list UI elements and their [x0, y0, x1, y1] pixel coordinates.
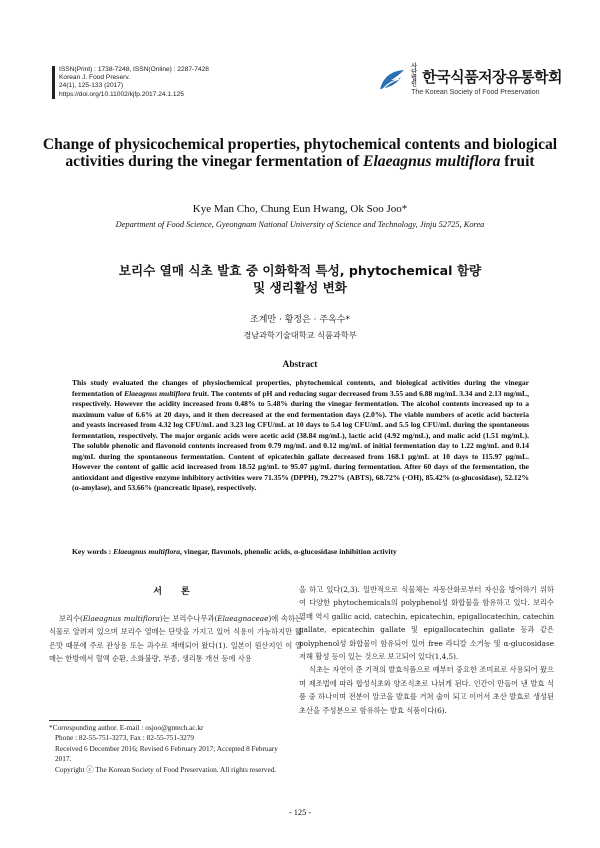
footnote-divider — [49, 720, 141, 721]
abstract-body — [72, 378, 529, 494]
intro-paragraph-vinegar: 식초는 자연이 준 기적의 발효식품으로 예부터 중요한 조미료로 사용되어 왔으며 제조법에 따라 합성식초와 양조식초로 나뉘게 된다. 인간이 만들어 낸 발효 식품 중 하나이며 전분이 알코올 발효를 거쳐 술이 되고 이어서 초산 발효로 생성된 초산을 주성분으로 함유하는 발효 식품이다(6). — [299, 665, 554, 715]
intro-text: )는 보리수나무과( — [159, 614, 218, 623]
abstract-text-2: fruit. The contents of pH and reducing sugar decreased from 3.55 and 6.88 mg/mL 3.34 and 2.13 mg/mL, respectively. However the acidity increased from 0.48% to 5.48% during the vinegar fermentation. The alcohol contents increased up to a maximum value of 6.6% at 20 days, and it then decreased at the end fermentation days (2.0%). The viable numbers of acetic acid bacteria and yeasts increased from 4.32 log CFU/mL and 3.23 log CFU/mL at 10 days to 5.4 log CFU/mL and 5.5 log CFU/mL during the spontaneous fermentation, respectively. The major organic acids were acetic acid (38.84 mg/mL), lactic acid (4.92 mg/mL), and malic acid (1.51 mg/mL). The soluble phenolic and flavonoid contents increased from 0.79 mg/mL and 0.12 mg/mL of initial fermentation day to 1.22 mg/mL and 0.14 mg/mL during the spontaneous fermentation. Content of epicatechin gallate decreased from 168.1 μg/mL at 10 days to 115.97 μg/mL. However the content of gallic acid increased from 18.52 μg/mL to 95.07 μg/mL during fermentation. After 60 days of the fermentation, the antioxidant and digestive enzyme inhibitory activities were 71.35% (DPPH), 79.27% (ABTS), 68.72% (·OH), 85.42% (α-glucosidase), 52.12% (α-amylase), and 53.66% (pancreatic lipase), respectively. — [72, 388, 529, 493]
copyright-notice: Copyright ⓒ The Korean Society of Food Preservation. All rights reserved. — [55, 764, 277, 774]
title-species: Elaeagnus multiflora — [363, 153, 501, 170]
intro-paragraph-cont: 을 하고 있다(2,3). 일반적으로 식물체는 자동산화로부터 자신을 방어하기 위하여 다양한 phytochemicals의 polyphenol성 화합물을 함유하고 있다. 보리수 열매 역시 gallic acid, catechin, epicatechin, epigallocatechin, catechin gallate, epicatechin gallate 및 epigallocatechin gallate 등과 같은 polyphenol성 화합물이 함유되어 있어 free 라디칼 소거능 및 α-glucosidase 저해 활성 등이 있는 것으로 보고되어 있다(1,4,5). — [299, 585, 554, 662]
intro-left-column — [49, 590, 302, 666]
korean-author-list: 조계만 · 황정은 · 주옥수* — [250, 315, 350, 325]
korean-title-line2: 및 생리활성 변화 — [253, 280, 347, 295]
author-list: Kye Man Cho, Chung Eun Hwang, Ok Soo Joo* — [192, 203, 408, 215]
keywords-list: , vinegar, flavonols, phenolic acids, α-glucosidase inhibition activity — [180, 547, 397, 556]
society-header — [377, 64, 562, 96]
intro-species: Elaeagnus multiflora — [82, 614, 160, 623]
abstract-species: Elaeagnus multiflora — [124, 388, 191, 398]
journal-meta — [52, 66, 209, 99]
society-name-kr: 한국식품저장유통학회 — [422, 68, 562, 86]
society-name-en: The Korean Society of Food Preservation — [411, 89, 540, 96]
paper-title — [40, 136, 560, 170]
society-prefix: 사단법인 — [411, 64, 417, 88]
journal-volume: 24(1), 125-133 (2017) — [59, 82, 124, 90]
abstract-text-1: This study evaluated the changes of physiochemical properties, phytochemical contents, and biological activities during the vinegar fermentation of — [72, 378, 529, 398]
intro-family: Elaeagnaceae — [217, 614, 269, 623]
keywords — [72, 547, 532, 556]
intro-paragraph — [49, 612, 302, 666]
author-affiliation: Department of Food Science, Gyeongnam National University of Science and Technology, Jinju 52725, Korea — [115, 220, 485, 229]
footnote — [49, 723, 294, 775]
abstract-heading: Abstract — [282, 360, 318, 370]
intro-right-column — [299, 583, 554, 717]
title-part2: fruit — [500, 153, 535, 170]
society-logo-icon — [377, 67, 407, 93]
contact-phone: Phone : 82-55-751-3273, Fax : 82-55-751-3279 — [55, 733, 195, 743]
corresponding-author: *Corresponding author. E-mail : osjoo@gntech.ac.kr — [49, 723, 204, 732]
keywords-label: Key words : — [72, 547, 114, 556]
korean-title — [40, 262, 560, 296]
korean-title-line1: 보리수 열매 식초 발효 중 이화학적 특성, phytochemical 함량 — [118, 263, 482, 278]
received-dates: Received 6 December 2016; Revised 6 February 2017; Accepted 8 February 2017. — [55, 743, 278, 764]
keywords-species: Elaeagnus multiflora — [113, 547, 181, 556]
korean-affiliation: 경남과학기술대학교 식품과학부 — [243, 330, 357, 340]
doi-link[interactable]: https://doi.org/10.11002/kjfp.2017.24.1.125 — [59, 90, 184, 98]
title-part1: Change of physicochemical properties, phytochemical contents and biological activities during the vinegar fermentation of — [42, 136, 558, 170]
page-number: - 125 - — [288, 808, 312, 817]
intro-text: 보리수( — [59, 614, 83, 623]
journal-name: Korean J. Food Preserv. — [59, 74, 130, 82]
intro-text: )에 속하는 식물로 알려져 있으며 보리수 열매는 단맛을 가지고 있어 식용이 가능하지만 떫은맛 때문에 주로 관상용 또는 과수로 재배되어 왔다(1). 일본이 원산지인 이 열매는 한방에서 혈액 순환, 소화불량, 부종, 생리통 개선 등에 사용 — [49, 614, 302, 664]
section-heading-introduction: 서 론 — [153, 587, 198, 597]
issn-text: ISSN(Print) : 1738-7248, ISSN(Online) : 2287-7428 — [59, 66, 209, 73]
